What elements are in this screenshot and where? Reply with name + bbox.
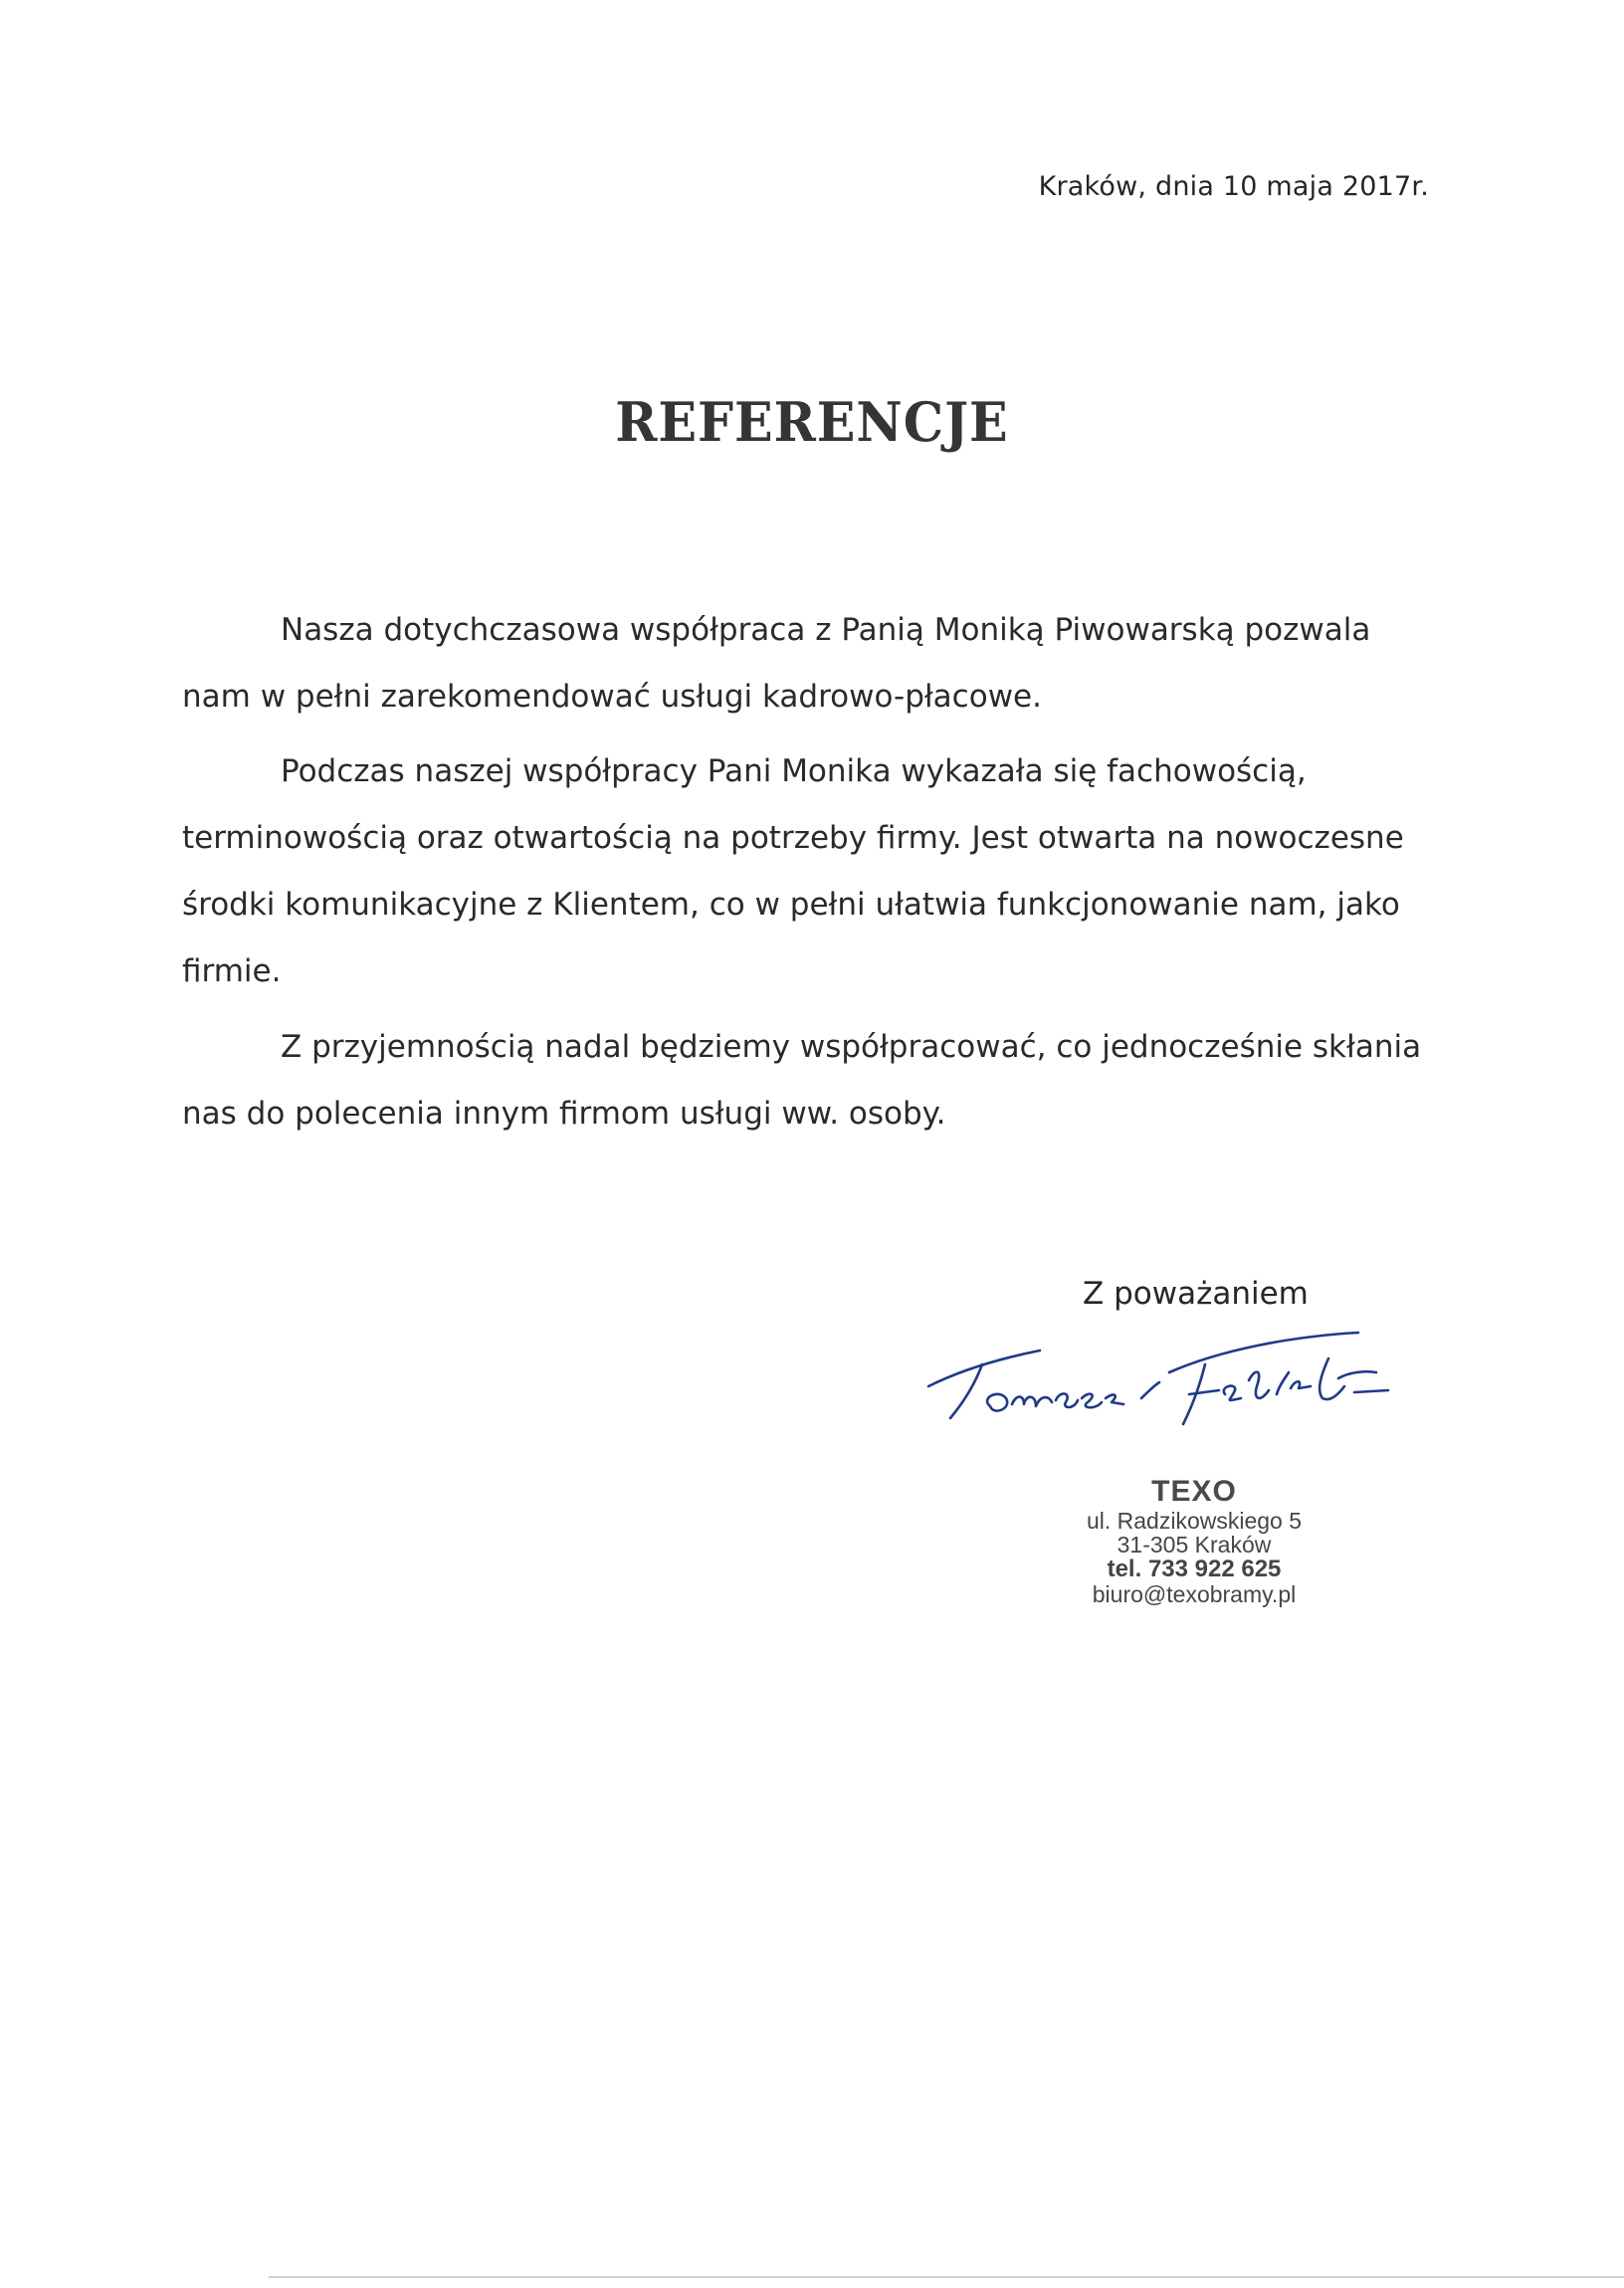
paragraph-1: Nasza dotychczasowa współpraca z Panią Moniką Piwowarską pozwala nam w pełni zarekomendować usługi kadrowo-płacowe. (182, 612, 1371, 715)
letter-date: Kraków, dnia 10 maja 2017r. (1038, 171, 1429, 202)
closing-phrase: Z poważaniem (1083, 1276, 1309, 1312)
paragraph-3: Z przyjemnością nadal będziemy współpracować, co jednocześnie skłania nas do polecenia innym firmom usługi ww. osoby. (182, 1029, 1422, 1132)
stamp-phone: tel. 733 922 625 (1107, 1556, 1282, 1582)
paragraph-2: Podczas naszej współpracy Pani Monika wykazała się fachowością, terminowością oraz otwartością na potrzeby firmy. Jest otwarta na nowoczesne środki komunikacyjne z Klientem, co w pełni ułatwia funkcjonowanie nam, jako firmie. (182, 753, 1404, 989)
letter-title: REFERENCJE (615, 390, 1009, 454)
letter-body (182, 597, 1446, 1147)
stamp-email: biuro@texobramy.pl (1092, 1581, 1297, 1607)
stamp-company-name: TEXO (1151, 1475, 1237, 1508)
stamp-city: 31-305 Kraków (1116, 1532, 1272, 1558)
scan-edge-line (269, 2276, 1624, 2278)
handwritten-signature (920, 1329, 1418, 1438)
stamp-street: ul. Radzikowskiego 5 (1086, 1508, 1303, 1534)
company-stamp (1025, 1475, 1363, 1606)
